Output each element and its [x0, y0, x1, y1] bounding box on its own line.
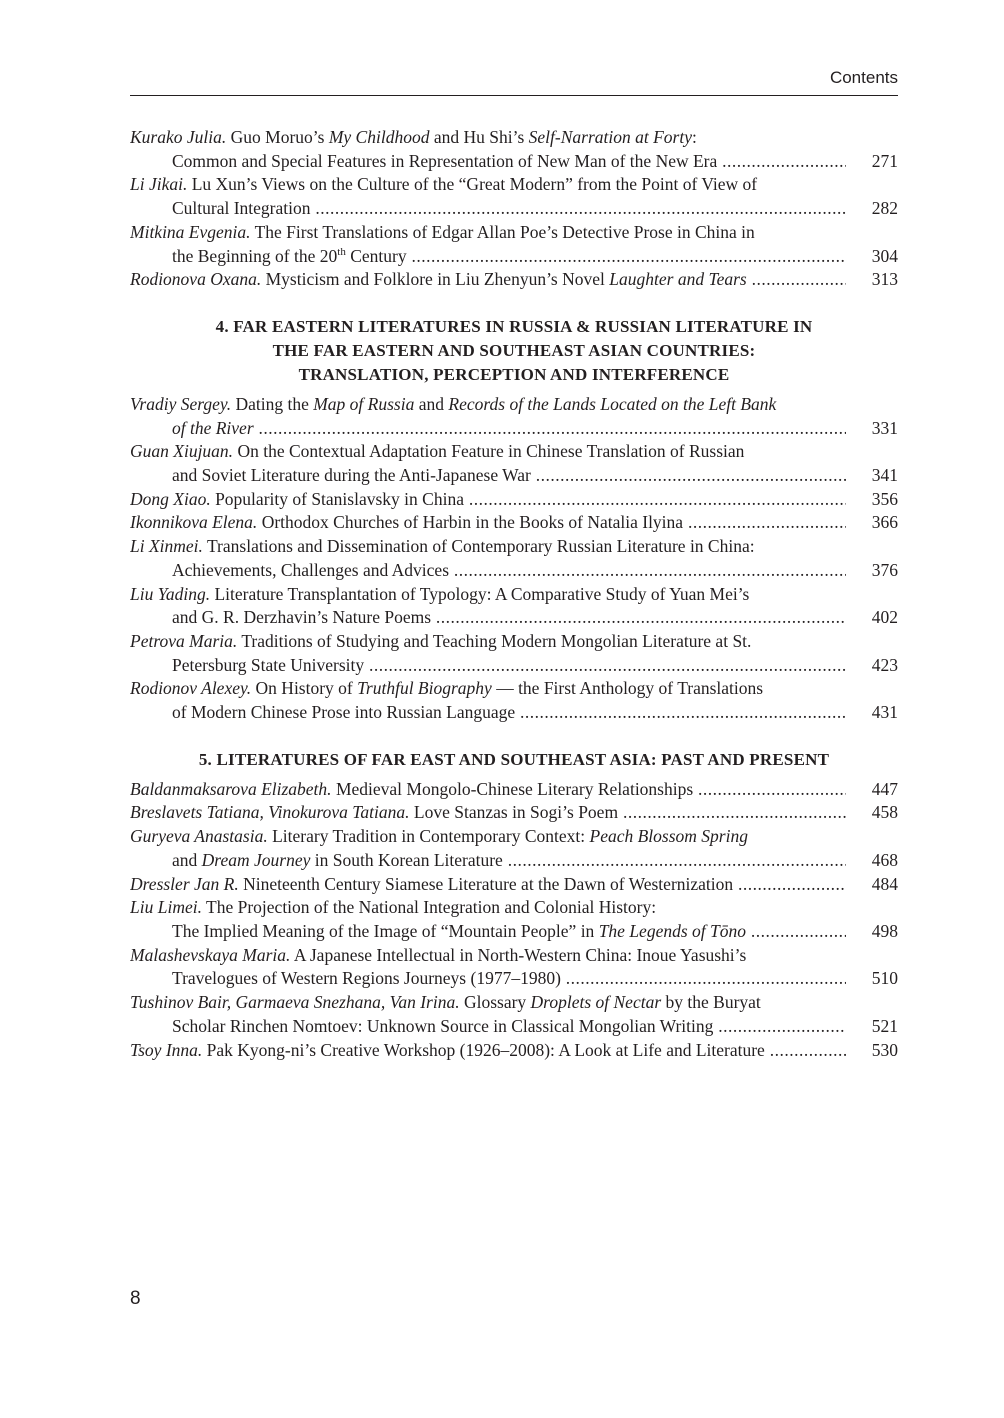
toc-entry-page: 510	[871, 968, 898, 989]
toc-entry-line-1	[130, 535, 898, 559]
table-of-contents	[130, 126, 898, 1062]
toc-entry-author: Tushinov Bair, Garmaeva Snezhana, Van Irina.	[130, 992, 460, 1013]
page-number: 8	[130, 1288, 141, 1309]
toc-entry-title: Pak Kyong-ni’s Creative Workshop (1926–2008): A Look at Life and Literature	[206, 1039, 765, 1060]
toc-entry-author: Tsoy Inna.	[130, 1039, 203, 1060]
toc-entry[interactable]	[130, 896, 898, 943]
toc-entry-author: Kurako Julia.	[130, 127, 227, 147]
toc-entry-title: Petersburg State University	[172, 654, 365, 675]
toc-entry-line-1	[130, 511, 846, 535]
toc-entry[interactable]	[130, 535, 898, 582]
toc-entry-author: Ikonnikova Elena.	[130, 512, 258, 533]
section-heading	[130, 748, 898, 772]
toc-entry-line-1	[130, 801, 846, 825]
toc-entry-author: Malashevskaya Maria.	[130, 944, 291, 965]
toc-entry-page: 484	[871, 873, 898, 894]
toc-entry-title: My Childhood	[328, 127, 430, 147]
toc-entry-title: — the First Anthology of Translations	[491, 678, 764, 699]
toc-entry[interactable]	[130, 440, 898, 487]
toc-entry-title: Records of the Lands Located on the Left Bank	[448, 393, 777, 414]
toc-entry-page: 402	[871, 607, 898, 628]
running-head	[130, 66, 898, 96]
toc-entry-title: The First Translations of Edgar Allan Poe’s Detective Prose in China in	[254, 221, 755, 242]
toc-entry-author: Dressler Jan R.	[130, 873, 239, 894]
ordinal-suffix: th	[337, 245, 346, 258]
toc-entry-line-1	[130, 896, 898, 920]
toc-entry-title: Travelogues of Western Regions Journeys (1977–1980)	[172, 968, 561, 989]
toc-entry-line-1	[130, 944, 898, 968]
toc-entry-title: Achievements, Challenges and Advices	[172, 559, 450, 580]
toc-entry-title: Popularity of Stanislavsky in China	[215, 488, 464, 509]
toc-entry-author: Breslavets Tatiana, Vinokurova Tatiana.	[130, 802, 410, 823]
toc-entry-title: Dating the	[235, 393, 314, 414]
toc-entry-page: 331	[871, 417, 898, 438]
toc-entry[interactable]	[130, 873, 898, 897]
running-title: Contents	[829, 68, 898, 87]
toc-entry-page: 341	[871, 465, 898, 486]
toc-entry[interactable]	[130, 221, 898, 268]
toc-entry-author: Mitkina Evgenia.	[130, 221, 251, 242]
toc-entry-line-1	[130, 488, 846, 512]
toc-entry-line-1	[130, 991, 898, 1015]
toc-entry-title: Truthful Biography	[357, 678, 492, 699]
toc-entry-line-2	[130, 464, 846, 488]
toc-entry-title: Literature Transplantation of Typology: A Comparative Study of Yuan Mei’s	[214, 583, 750, 604]
toc-entry-author: Liu Yading.	[130, 583, 211, 604]
section-heading-line: 4. FAR EASTERN LITERATURES IN RUSSIA & RUSSIAN LITERATURE IN	[215, 316, 813, 336]
toc-entry-title: and G. R. Derzhavin’s Nature Poems	[172, 607, 432, 628]
toc-entry-title: Peach Blossom Spring	[589, 826, 748, 847]
toc-entry-title: Self-Narration at Forty	[528, 127, 692, 147]
toc-entry-line-2	[130, 701, 846, 725]
toc-entry-author: Vradiy Sergey.	[130, 393, 232, 414]
toc-entry-author: Liu Limei.	[130, 897, 202, 918]
toc-entry-title: The Legends of Tōno	[598, 920, 746, 941]
section-heading-line: 5. LITERATURES OF FAR EAST AND SOUTHEAST ASIA: PAST AND PRESENT	[198, 749, 830, 769]
toc-entry-line-2	[130, 197, 846, 221]
toc-entry-title: Orthodox Churches of Harbin in the Books of Natalia Ilyina	[261, 512, 684, 533]
toc-entry-title: and Hu Shi’s	[429, 127, 529, 147]
toc-entry-page: 468	[871, 849, 898, 870]
toc-entry-page: 498	[871, 920, 898, 941]
toc-entry-line-1	[130, 393, 898, 417]
toc-entry-title: Translations and Dissemination of Contemporary Russian Literature in China:	[206, 536, 755, 557]
toc-entry-line-2	[130, 150, 846, 174]
toc-entry-title: Laughter and Tears	[609, 269, 747, 290]
toc-entry-title: Medieval Mongolo-Chinese Literary Relationships	[335, 778, 694, 799]
toc-entry-title: Literary Tradition in Contemporary Context:	[272, 826, 590, 847]
toc-entry-line-2	[130, 654, 846, 678]
toc-entry-line-1	[130, 173, 898, 197]
toc-entry-line-2	[130, 559, 846, 583]
toc-entry-author: Li Jikai.	[130, 174, 188, 195]
toc-entry[interactable]	[130, 1039, 898, 1063]
toc-entry-title: Lu Xun’s Views on the Culture of the “Great Modern” from the Point of View of	[191, 174, 758, 195]
toc-entry-line-2	[130, 417, 846, 441]
toc-entry-page: 304	[871, 245, 898, 266]
toc-entry-line-1	[130, 825, 898, 849]
toc-entry-title: On the Contextual Adaptation Feature in Chinese Translation of Russian	[237, 441, 745, 462]
toc-entry[interactable]	[130, 944, 898, 991]
toc-entry-title: A Japanese Intellectual in North-Western China: Inoue Yasushi’s	[293, 944, 747, 965]
toc-entry-author: Rodionova Oxana.	[130, 269, 262, 290]
toc-entry-page: 282	[871, 198, 898, 219]
toc-entry-author: Guan Xiujuan.	[130, 441, 234, 462]
toc-entry-author: Guryeva Anastasia.	[130, 826, 268, 847]
toc-entry-title: of the River	[172, 417, 254, 438]
toc-entry-line-2	[130, 1015, 846, 1039]
toc-entry-title: Scholar Rinchen Nomtoev: Unknown Source in Classical Mongolian Writing	[172, 1015, 714, 1036]
toc-entry-title: the Beginning of the 20	[172, 245, 338, 266]
toc-entry-line-1	[130, 268, 846, 292]
toc-entry-page: 447	[871, 778, 898, 799]
toc-entry[interactable]	[130, 173, 898, 220]
toc-entry-page: 458	[871, 802, 898, 823]
toc-entry-title: Map of Russia	[313, 393, 415, 414]
toc-entry-line-1	[130, 630, 898, 654]
toc-entry-title: The Implied Meaning of the Image of “Mountain People” in	[172, 920, 599, 941]
toc-entry-title: and	[172, 849, 202, 870]
toc-entry-line-2	[130, 606, 846, 630]
toc-entry[interactable]	[130, 801, 898, 825]
toc-entry-line-2	[130, 967, 846, 991]
toc-entry-title: in South Korean Literature	[310, 849, 503, 870]
toc-entry-line-1	[130, 1039, 846, 1063]
toc-entry-page: 423	[871, 654, 898, 675]
toc-entry-title: Love Stanzas in Sogi’s Poem	[413, 802, 619, 823]
toc-entry-page: 313	[871, 269, 898, 290]
toc-entry-title: Nineteenth Century Siamese Literature at the Dawn of Westernization	[243, 873, 734, 894]
toc-entry-title: by the Buryat	[661, 992, 761, 1013]
toc-entry[interactable]	[130, 511, 898, 535]
toc-entry-title: Dream Journey	[201, 849, 311, 870]
toc-entry-title: On History of	[255, 678, 358, 699]
toc-entry-page: 271	[871, 150, 898, 171]
toc-entry-title: Common and Special Features in Representation of New Man of the New Era	[172, 150, 718, 171]
toc-entry-author: Baldanmaksarova Elizabeth.	[130, 778, 332, 799]
toc-entry-page: 431	[871, 702, 898, 723]
toc-entry-page: 376	[871, 559, 898, 580]
toc-entry-title: Glossary	[463, 992, 531, 1013]
toc-entry[interactable]	[130, 488, 898, 512]
toc-entry-line-2	[130, 245, 846, 269]
toc-entry-line-1	[130, 677, 898, 701]
toc-entry-title: Century	[345, 245, 407, 266]
toc-entry-title: Mysticism and Folklore in Liu Zhenyun’s Novel	[265, 269, 610, 290]
toc-entry[interactable]	[130, 268, 898, 292]
toc-entry-line-1	[130, 126, 898, 150]
toc-entry-page: 521	[871, 1015, 898, 1036]
toc-entry-title: Traditions of Studying and Teaching Modern Mongolian Literature at St.	[241, 630, 752, 651]
toc-entry[interactable]	[130, 825, 898, 872]
toc-entry-title: :	[691, 127, 697, 147]
section-heading	[130, 315, 898, 387]
toc-entry-page: 530	[871, 1039, 898, 1060]
toc-entry-title: of Modern Chinese Prose into Russian Language	[172, 702, 516, 723]
toc-entry-author: Dong Xiao.	[130, 488, 211, 509]
toc-entry[interactable]	[130, 677, 898, 724]
section-heading-line: TRANSLATION, PERCEPTION AND INTERFERENCE	[298, 364, 730, 384]
toc-entry[interactable]	[130, 126, 898, 173]
toc-entry-page: 356	[871, 488, 898, 509]
toc-entry-title: Cultural Integration	[172, 198, 311, 219]
toc-entry-line-2	[130, 849, 846, 873]
toc-entry-page: 366	[871, 512, 898, 533]
toc-entry[interactable]	[130, 630, 898, 677]
section-heading-line: THE FAR EASTERN AND SOUTHEAST ASIAN COUNTRIES:	[272, 340, 756, 360]
toc-entry-author: Li Xinmei.	[130, 536, 203, 557]
toc-entry[interactable]	[130, 991, 898, 1038]
toc-entry-title: Guo Moruo’s	[230, 127, 329, 147]
toc-entry[interactable]	[130, 393, 898, 440]
toc-entry-title: Droplets of Nectar	[530, 992, 662, 1013]
toc-entry-line-1	[130, 440, 898, 464]
toc-entry-author: Rodionov Alexey.	[130, 678, 252, 699]
toc-entry-title: and Soviet Literature during the Anti-Japanese War	[172, 465, 531, 486]
toc-entry[interactable]	[130, 778, 898, 802]
toc-entry-title: and	[414, 393, 449, 414]
toc-entry-author: Petrova Maria.	[130, 630, 238, 651]
toc-entry[interactable]	[130, 583, 898, 630]
toc-entry-title: The Projection of the National Integration and Colonial History:	[206, 897, 657, 918]
toc-entry-line-1	[130, 873, 846, 897]
toc-entry-line-1	[130, 583, 898, 607]
toc-entry-line-2	[130, 920, 846, 944]
toc-entry-line-1	[130, 221, 898, 245]
toc-entry-line-1	[130, 778, 846, 802]
